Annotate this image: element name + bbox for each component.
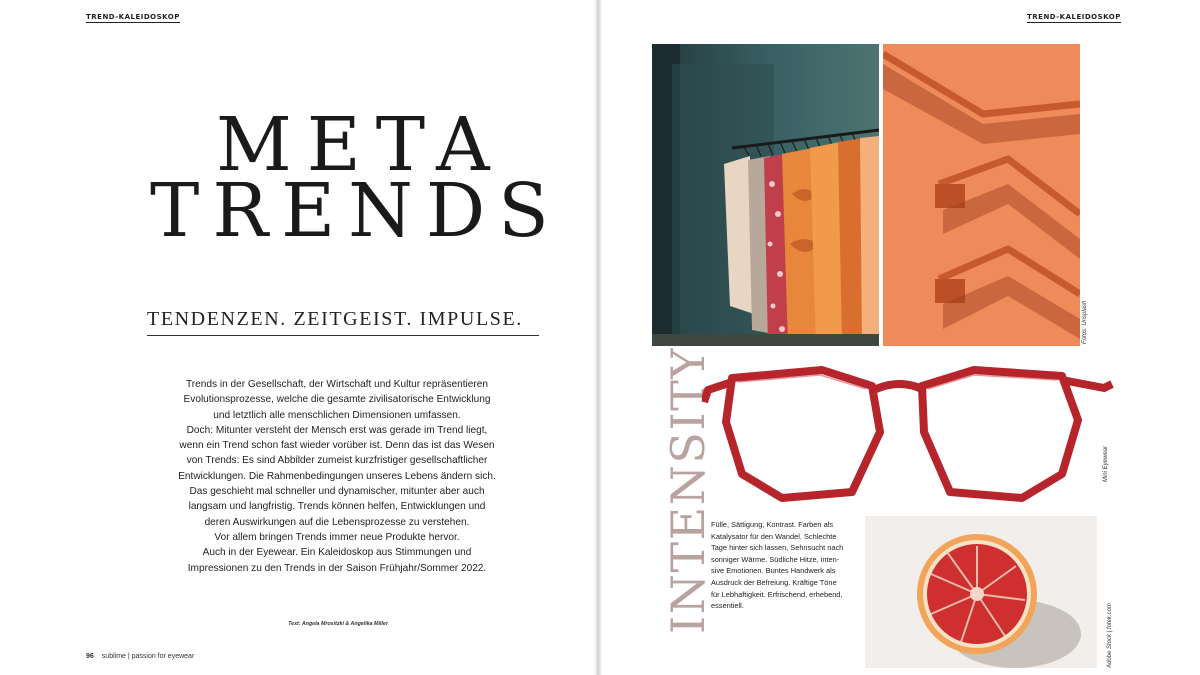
photo-credit-glasses: Mini Eyewear — [1103, 445, 1109, 482]
intro-line: Impressionen zu den Trends in der Saison Frühjahr/Sommer 2022. — [187, 562, 487, 574]
intro-text — [160, 377, 514, 576]
title-line-meta: META — [216, 102, 505, 188]
photo-credit-top: Fotos: Unsplash — [1082, 300, 1088, 344]
caption-line: Katalysator für den Wandel. Schlechte — [711, 531, 837, 541]
section-label: TREND-KALEIDOSKOP — [1027, 13, 1121, 21]
intro-line: Doch: Mitunter versteht der Mensch erst was gerade im Trend liegt, — [186, 424, 488, 436]
caption-line: sive Emotionen. Buntes Handwerk als — [711, 566, 836, 576]
page-footer — [86, 653, 194, 660]
caption-line: Tage hinter sich lassen, Sehnsucht nach — [711, 543, 844, 553]
intro-line: Das geschieht mal schneller und dynamischer, mitunter aber auch — [189, 486, 485, 498]
intro-line: Vor allem bringen Trends immer neue Produkte hervor. — [214, 531, 460, 543]
left-page — [0, 0, 596, 675]
page-title — [150, 102, 562, 254]
section-label: TREND-KALEIDOSKOP — [86, 13, 180, 21]
intro-line: von Trends: Es sind Abbilder zumeist kurzfristiger gesellschaftlicher — [186, 455, 488, 467]
intro-line: Trends in der Gesellschaft, der Wirtschaft und Kultur repräsentieren — [185, 379, 488, 390]
caption-text — [711, 519, 855, 612]
staircase-photo — [883, 44, 1080, 346]
caption-line: essentiell. — [711, 601, 744, 611]
caption-line: sonniger Wärme. Südliche Hitze, inten- — [711, 554, 840, 564]
caption-line: für Lebhaftigkeit. Erfrischend, erhebend, — [711, 589, 843, 599]
page-number: 96 — [86, 653, 94, 660]
intro-line: wenn ein Trend schon fast wieder vorüber ist. Denn das ist das Wesen — [179, 440, 495, 452]
caption-line: Fülle, Sättigung, Kontrast. Farben als — [711, 520, 834, 529]
page-gutter — [594, 0, 602, 675]
intro-line: Auch in der Eyewear. Ein Kaleidoskop aus Stimmungen und — [202, 547, 472, 559]
intro-line: deren Auswirkungen auf die Lebensprozesse zu verstehen. — [204, 516, 470, 528]
intro-line: langsam und langfristig. Trends können helfen, Entwicklungen und — [188, 501, 486, 513]
photo-credit-grapefruit: Adobe Stock | fotek.com — [1107, 603, 1113, 668]
grapefruit-photo — [865, 516, 1097, 668]
clothing-rack-photo — [652, 44, 879, 346]
intro-line: Evolutionsprozesse, welche die gesamte zivilisatorische Entwicklung — [183, 394, 491, 406]
intro-line: und letztlich alle menschlichen Dimensionen umfassen. — [213, 409, 461, 421]
caption-line: Ausdruck der Befreiung. Kräftige Töne — [711, 577, 837, 587]
subtitle: TENDENZEN. ZEITGEIST. IMPULSE. — [147, 308, 539, 336]
title-line-trends: TRENDS — [150, 168, 562, 254]
intensity-heading: INTENSITY — [661, 346, 715, 634]
author-credit: Text: Angela Mrositzki & Angelika Miller — [288, 621, 388, 627]
intro-line: Entwicklungen. Die Rahmenbedingungen unseres Lebens ändern sich. — [178, 470, 496, 482]
red-glasses-photo — [702, 362, 1114, 510]
magazine-name: sublime | passion for eyewear — [101, 653, 195, 660]
